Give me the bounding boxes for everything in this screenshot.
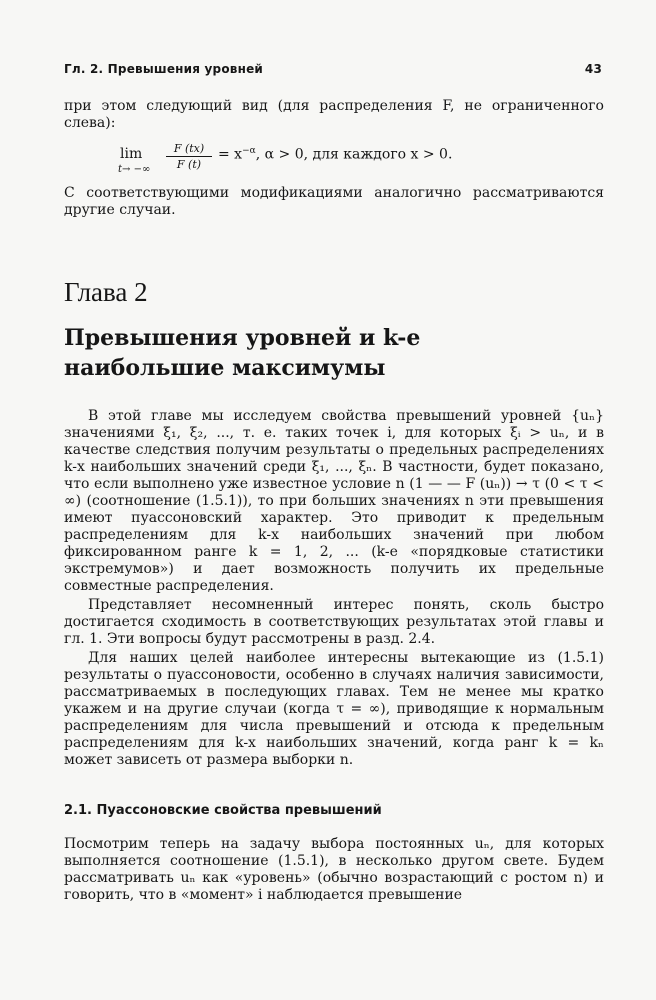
formula-lim: lim <box>120 146 143 162</box>
paragraph: В этой главе мы исследуем свойства превышений уровней {uₙ} значениями ξ₁, ξ₂, ..., т. е. таких точек i, для которых ξᵢ > uₙ, и в качестве следствия получим результаты о предельных распределениях k-х наибольших значений среди ξ₁, ..., ξₙ. В частности, будет показано, что если выполнено уже известное условие n (1 — — F (uₙ)) → τ (0 < τ < ∞) (соотношение (1.5.1)), то при больших значениях n эти превышения имеют пуассоновский характер. Это приводит к предельным распределениям для k-х наибольших значений при любом фиксированном ранге k = 1, 2, ... (k-е «порядковые статистики экстремумов») и дает возможность получить их предельные совместные распределения. <box>64 408 604 594</box>
formula-fraction <box>166 142 212 171</box>
page-number: 43 <box>584 62 602 76</box>
section-paragraph: Посмотрим теперь на задачу выбора постоянных uₙ, для которых выполняется соотношение (1.5.1), в несколько другом свете. Будем рассматривать uₙ как «уровень» (обычно возрастающий с ростом n) и говорить, что в «момент» i наблюдается превышение <box>64 836 604 903</box>
formula-rhs <box>218 146 452 163</box>
intro-tail: С соответствующими модификациями аналогично рассматриваются другие случаи. <box>64 185 604 218</box>
formula-rhs-exponent: −α <box>242 146 256 156</box>
running-head-title: Гл. 2. Превышения уровней <box>64 62 264 76</box>
paragraph: Представляет несомненный интерес понять, сколь быстро достигается сходимость в соответствующих результатах этой главы и гл. 1. Эти вопросы будут рассмотрены в разд. 2.4. <box>64 597 604 647</box>
formula-rhs-base: = x <box>218 146 243 163</box>
chapter-label: Глава 2 <box>64 277 148 307</box>
chapter-title <box>64 323 604 383</box>
chapter-body <box>64 408 604 769</box>
paragraph: Для наших целей наиболее интересны вытекающие из (1.5.1) результаты о пуассоновости, особенно в случаях наличия зависимости, рассматриваемых в последующих главах. Тем не менее мы кратко укажем и на другие случаи (когда τ = ∞), приводящие к нормальным распределениям для числа превышений и отсюда к предельным распределениям для k-х наибольших значений, когда ранг k = kₙ может зависеть от размера выборки n. <box>64 650 604 768</box>
formula-lim-subscript: t→ −∞ <box>118 164 151 175</box>
formula-numerator: F (tx) <box>166 142 212 157</box>
limit-formula <box>120 142 604 176</box>
formula-denominator: F (t) <box>176 158 202 171</box>
chapter-title-line-2: наибольшие максимумы <box>64 355 386 381</box>
intro-lead: при этом следующий вид (для распределения F, не ограниченного слева): <box>64 98 604 131</box>
section-heading: 2.1. Пуассоновские свойства превышений <box>64 803 382 818</box>
running-head <box>64 62 604 76</box>
formula-condition: , α > 0, для каждого x > 0. <box>255 146 453 163</box>
book-page <box>64 62 604 904</box>
chapter-title-line-1: Превышения уровней и k-е <box>64 325 421 351</box>
